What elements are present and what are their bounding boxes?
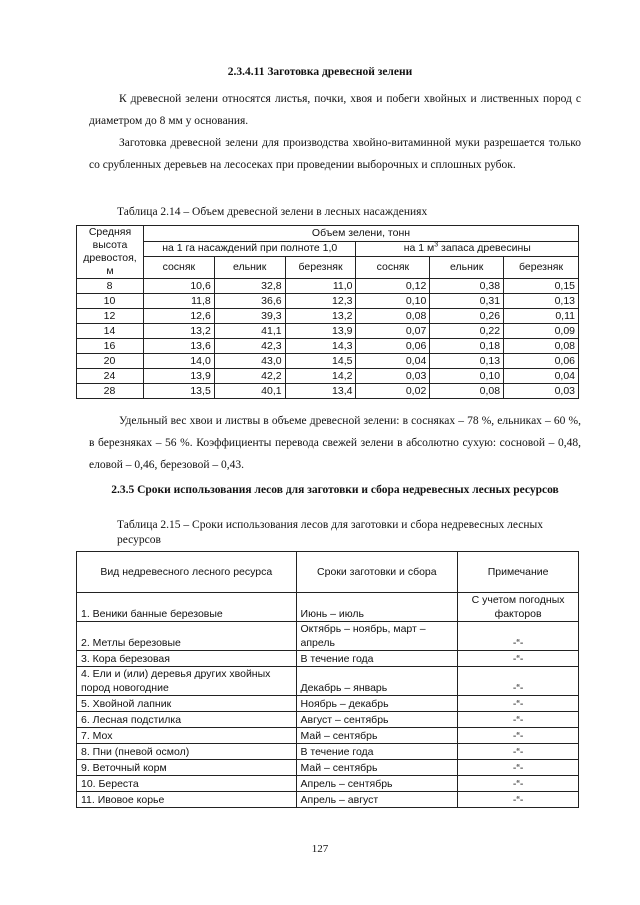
table-cell-resource: 1. Веники банные березовые — [77, 593, 297, 622]
table-row — [77, 309, 579, 324]
table-cell-value: 13,4 — [285, 384, 356, 399]
table-2-14-sub-pine: сосняк — [143, 257, 214, 279]
paragraph-green-coefficients: Удельный вес хвои и листвы в объеме древесной зелени: в сосняках – 78 %, ельниках – 60 %, в березняках – 56 %. Коэффициенты перевода свежей зелени в абсолютно сухую: сосновой – 0,48, еловой – 0,46, березовой – 0,43. — [89, 415, 581, 471]
table-cell-resource: 9. Веточный корм — [77, 760, 297, 776]
table-cell-value: 0,18 — [430, 339, 504, 354]
table-cell-term: Апрель – сентябрь — [296, 776, 458, 792]
table-2-14-header-per-m3: на 1 $м^3$ запаса древесины — [356, 241, 579, 257]
table-cell-term: Май – сентябрь — [296, 728, 458, 744]
table-cell-height: 16 — [77, 339, 144, 354]
table-cell-value: 0,06 — [504, 354, 579, 369]
table-2-14-header-per-ha: на 1 га насаждений при полноте 1,0 — [143, 241, 356, 257]
table-cell-term: Ноябрь – декабрь — [296, 696, 458, 712]
table-cell-note: -“- — [458, 622, 579, 651]
table-cell-term: Декабрь – январь — [296, 667, 458, 696]
table-cell-value: 0,38 — [430, 279, 504, 294]
table-cell-note: -“- — [458, 696, 579, 712]
table-cell-resource: 4. Ели и (или) деревья других хвойных пород новогодние — [77, 667, 297, 696]
table-cell-value: 0,09 — [504, 324, 579, 339]
table-cell-value: 0,02 — [356, 384, 430, 399]
table-cell-note: -“- — [458, 728, 579, 744]
table-cell-value: 36,6 — [214, 294, 285, 309]
table-cell-term: Май – сентябрь — [296, 760, 458, 776]
table-cell-value: 42,2 — [214, 369, 285, 384]
table-cell-value: 43,0 — [214, 354, 285, 369]
table-cell-value: 13,5 — [143, 384, 214, 399]
table-cell-value: 0,08 — [430, 384, 504, 399]
table-cell-value: 14,2 — [285, 369, 356, 384]
table-cell-value: 10,6 — [143, 279, 214, 294]
table-row — [77, 384, 579, 399]
table-cell-height: 12 — [77, 309, 144, 324]
table-row — [77, 667, 579, 696]
table-cell-value: 32,8 — [214, 279, 285, 294]
table-cell-resource: 8. Пни (пневой осмол) — [77, 744, 297, 760]
table-cell-value: 14,3 — [285, 339, 356, 354]
table-cell-value: 0,07 — [356, 324, 430, 339]
table-2-14-caption: Таблица 2.14 – Объем древесной зелени в лесных насаждениях — [117, 206, 428, 218]
table-cell-note: -“- — [458, 760, 579, 776]
table-2-14-sub-birch-2: березняк — [504, 257, 579, 279]
page-number: 127 — [311, 843, 329, 855]
table-row — [77, 776, 579, 792]
table-cell-value: 14,5 — [285, 354, 356, 369]
table-2-14 — [76, 225, 579, 399]
table-cell-value: 0,10 — [356, 294, 430, 309]
table-cell-value: 0,22 — [430, 324, 504, 339]
table-cell-note: -“- — [458, 712, 579, 728]
table-cell-note: -“- — [458, 651, 579, 667]
table-2-14-sub-pine-2: сосняк — [356, 257, 430, 279]
table-2-14-sub-spruce: ельник — [214, 257, 285, 279]
table-cell-note: -“- — [458, 792, 579, 808]
table-2-15 — [76, 551, 579, 808]
table-2-14-header-volume: Объем зелени, тонн — [143, 226, 578, 242]
table-cell-resource: 11. Ивовое корье — [77, 792, 297, 808]
table-row — [77, 324, 579, 339]
table-row — [77, 792, 579, 808]
table-cell-value: 11,0 — [285, 279, 356, 294]
table-row — [77, 622, 579, 651]
table-cell-term: Октябрь – ноябрь, март – апрель — [296, 622, 458, 651]
table-2-15-caption: Таблица 2.15 – Сроки использования лесов для заготовки и сбора недревесных лесных ресурсов — [117, 519, 543, 546]
table-cell-resource: 3. Кора березовая — [77, 651, 297, 667]
table-2-14-header-height: Средняя высота древостоя, м — [77, 226, 144, 279]
table-cell-value: 0,31 — [430, 294, 504, 309]
table-cell-term: В течение года — [296, 744, 458, 760]
table-row — [77, 696, 579, 712]
table-cell-value: 39,3 — [214, 309, 285, 324]
table-2-15-header-kind: Вид недревесного лесного ресурса — [77, 552, 297, 593]
table-2-15-header-note: Примечание — [458, 552, 579, 593]
table-cell-value: 12,3 — [285, 294, 356, 309]
table-cell-term: В течение года — [296, 651, 458, 667]
table-cell-note: -“- — [458, 667, 579, 696]
table-row — [77, 712, 579, 728]
table-cell-value: 12,6 — [143, 309, 214, 324]
table-row — [77, 279, 579, 294]
table-cell-height: 24 — [77, 369, 144, 384]
table-cell-value: 0,08 — [504, 339, 579, 354]
table-cell-height: 10 — [77, 294, 144, 309]
table-row — [77, 354, 579, 369]
table-2-14-sub-birch: березняк — [285, 257, 356, 279]
table-cell-note: -“- — [458, 776, 579, 792]
table-cell-height: 8 — [77, 279, 144, 294]
table-cell-value: 0,15 — [504, 279, 579, 294]
table-cell-value: 0,10 — [430, 369, 504, 384]
table-cell-value: 0,13 — [430, 354, 504, 369]
table-cell-note: -“- — [458, 744, 579, 760]
table-cell-value: 0,03 — [504, 384, 579, 399]
table-row — [77, 294, 579, 309]
table-cell-value: 0,04 — [356, 354, 430, 369]
table-cell-value: 41,1 — [214, 324, 285, 339]
table-cell-note: С учетом погодных факторов — [458, 593, 579, 622]
table-cell-value: 40,1 — [214, 384, 285, 399]
section-heading-2-3-5: 2.3.5 Сроки использования лесов для заготовки и сбора недревесных лесных ресурсов — [111, 484, 559, 496]
table-row — [77, 651, 579, 667]
table-cell-term: Апрель – август — [296, 792, 458, 808]
table-cell-value: 13,2 — [285, 309, 356, 324]
table-cell-height: 14 — [77, 324, 144, 339]
table-cell-resource: 6. Лесная подстилка — [77, 712, 297, 728]
paragraph-green-harvest-rules: Заготовка древесной зелени для производства хвойно-витаминной муки разрешается только со срубленных деревьев на лесосеках при проведении выборочных и сплошных рубок. — [89, 137, 581, 171]
table-cell-value: 14,0 — [143, 354, 214, 369]
table-2-14-sub-spruce-2: ельник — [430, 257, 504, 279]
table-cell-value: 13,9 — [285, 324, 356, 339]
section-heading-2-3-4-11: 2.3.4.11 Заготовка древесной зелени — [227, 66, 413, 78]
table-row — [77, 728, 579, 744]
table-cell-resource: 5. Хвойной лапник — [77, 696, 297, 712]
table-cell-resource: 7. Мох — [77, 728, 297, 744]
table-cell-value: 0,06 — [356, 339, 430, 354]
paragraph-green-definition: К древесной зелени относятся листья, почки, хвоя и побеги хвойных и лиственных пород с диаметром до 8 мм у основания. — [89, 93, 581, 127]
table-row — [77, 593, 579, 622]
table-cell-resource: 10. Береста — [77, 776, 297, 792]
table-cell-term: Август – сентябрь — [296, 712, 458, 728]
table-cell-resource: 2. Метлы березовые — [77, 622, 297, 651]
table-row — [77, 744, 579, 760]
table-cell-value: 0,03 — [356, 369, 430, 384]
table-row — [77, 760, 579, 776]
table-cell-term: Июнь – июль — [296, 593, 458, 622]
table-cell-value: 0,13 — [504, 294, 579, 309]
table-row — [77, 339, 579, 354]
table-cell-height: 28 — [77, 384, 144, 399]
table-2-15-header-term: Сроки заготовки и сбора — [296, 552, 458, 593]
table-cell-value: 0,08 — [356, 309, 430, 324]
table-cell-value: 42,3 — [214, 339, 285, 354]
table-cell-value: 13,9 — [143, 369, 214, 384]
table-cell-value: 13,6 — [143, 339, 214, 354]
table-cell-height: 20 — [77, 354, 144, 369]
table-cell-value: 0,11 — [504, 309, 579, 324]
table-cell-value: 0,26 — [430, 309, 504, 324]
table-cell-value: 13,2 — [143, 324, 214, 339]
table-cell-value: 0,04 — [504, 369, 579, 384]
table-cell-value: 11,8 — [143, 294, 214, 309]
table-row — [77, 369, 579, 384]
table-cell-value: 0,12 — [356, 279, 430, 294]
